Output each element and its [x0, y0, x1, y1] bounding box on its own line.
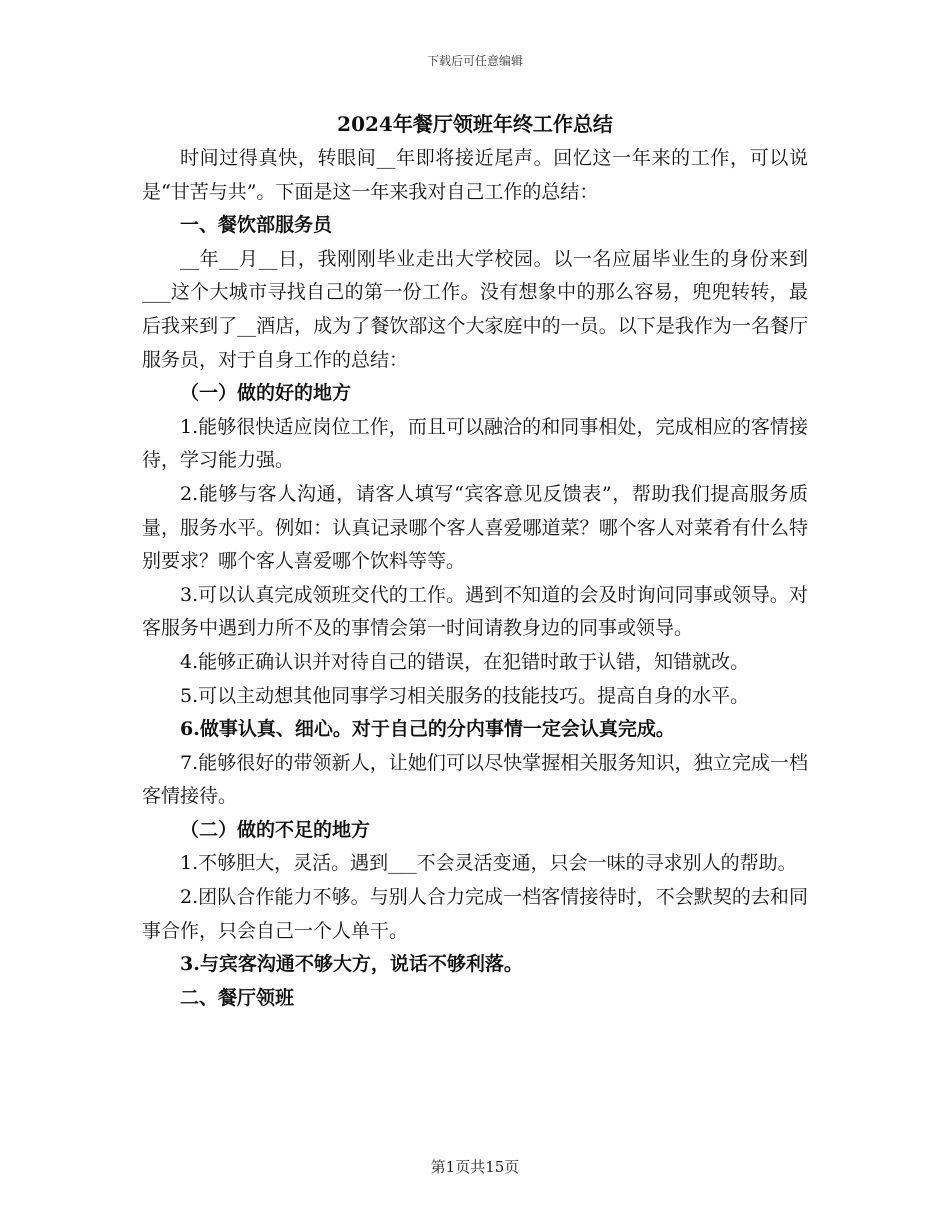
document-body	[142, 106, 808, 1015]
section-heading: 二、餐厅领班	[180, 986, 295, 1009]
paragraph: 1.不够胆大，灵活。遇到___不会灵活变通，只会一味的寻求别人的帮助。	[180, 852, 797, 875]
paragraph: 3.与宾客沟通不够大方，说话不够利落。	[180, 953, 523, 976]
section-heading: （二）做的不足的地方	[180, 818, 371, 841]
paragraph: 时间过得真快，转眼间__年即将接近尾声。回忆这一年来的工作，可以说是“甘苦与共”。下面是这一年来我对自己工作的总结：	[142, 147, 808, 203]
paragraph: 1.能够很快适应岗位工作，而且可以融洽的和同事相处，完成相应的客情接待，学习能力强。	[142, 415, 808, 472]
section-heading: 一、餐饮部服务员	[180, 214, 333, 237]
paragraph: 2.能够与客人沟通，请客人填写“宾客意见反馈表”，帮助我们提高服务质量，服务水平。例如：认真记录哪个客人喜爱哪道菜？哪个客人对菜肴有什么特别要求？哪个客人喜爱哪个饮料等等。	[142, 482, 808, 573]
paragraph: 4.能够正确认识并对待自己的错误，在犯错时敢于认错，知错就改。	[180, 650, 750, 673]
page-footer: 第1页共15页	[430, 1158, 520, 1176]
paragraph: 2.团队合作能力不够。与别人合力完成一档客情接待时，不会默契的去和同事合作，只会自己一个人单干。	[142, 886, 808, 942]
section-heading: （一）做的好的地方	[180, 382, 352, 405]
document-title: 2024年餐厅领班年终工作总结	[337, 112, 613, 136]
paragraph-list	[142, 142, 808, 1015]
paragraph: 5.可以主动想其他同事学习相关服务的技能技巧。提高自身的水平。	[180, 684, 750, 707]
paragraph: __年__月__日，我刚刚毕业走出大学校园。以一名应届毕业生的身份来到___这个大城市寻找自己的第一份工作。没有想象中的那么容易，兜兜转转，最后我来到了__酒店，成为了餐饮部这个大家庭中的一员。以下是我作为一名餐厅服务员，对于自身工作的总结：	[142, 247, 808, 371]
page-header-note: 下载后可任意编辑	[426, 54, 523, 68]
paragraph: 3.可以认真完成领班交代的工作。遇到不知道的会及时询问同事或领导。对客服务中遇到力所不及的事情会第一时间请教身边的同事或领导。	[142, 583, 808, 640]
paragraph: 7.能够很好的带领新人，让她们可以尽快掌握相关服务知识，独立完成一档客情接待。	[142, 751, 808, 808]
paragraph: 6.做事认真、细心。对于自己的分内事情一定会认真完成。	[180, 718, 675, 741]
